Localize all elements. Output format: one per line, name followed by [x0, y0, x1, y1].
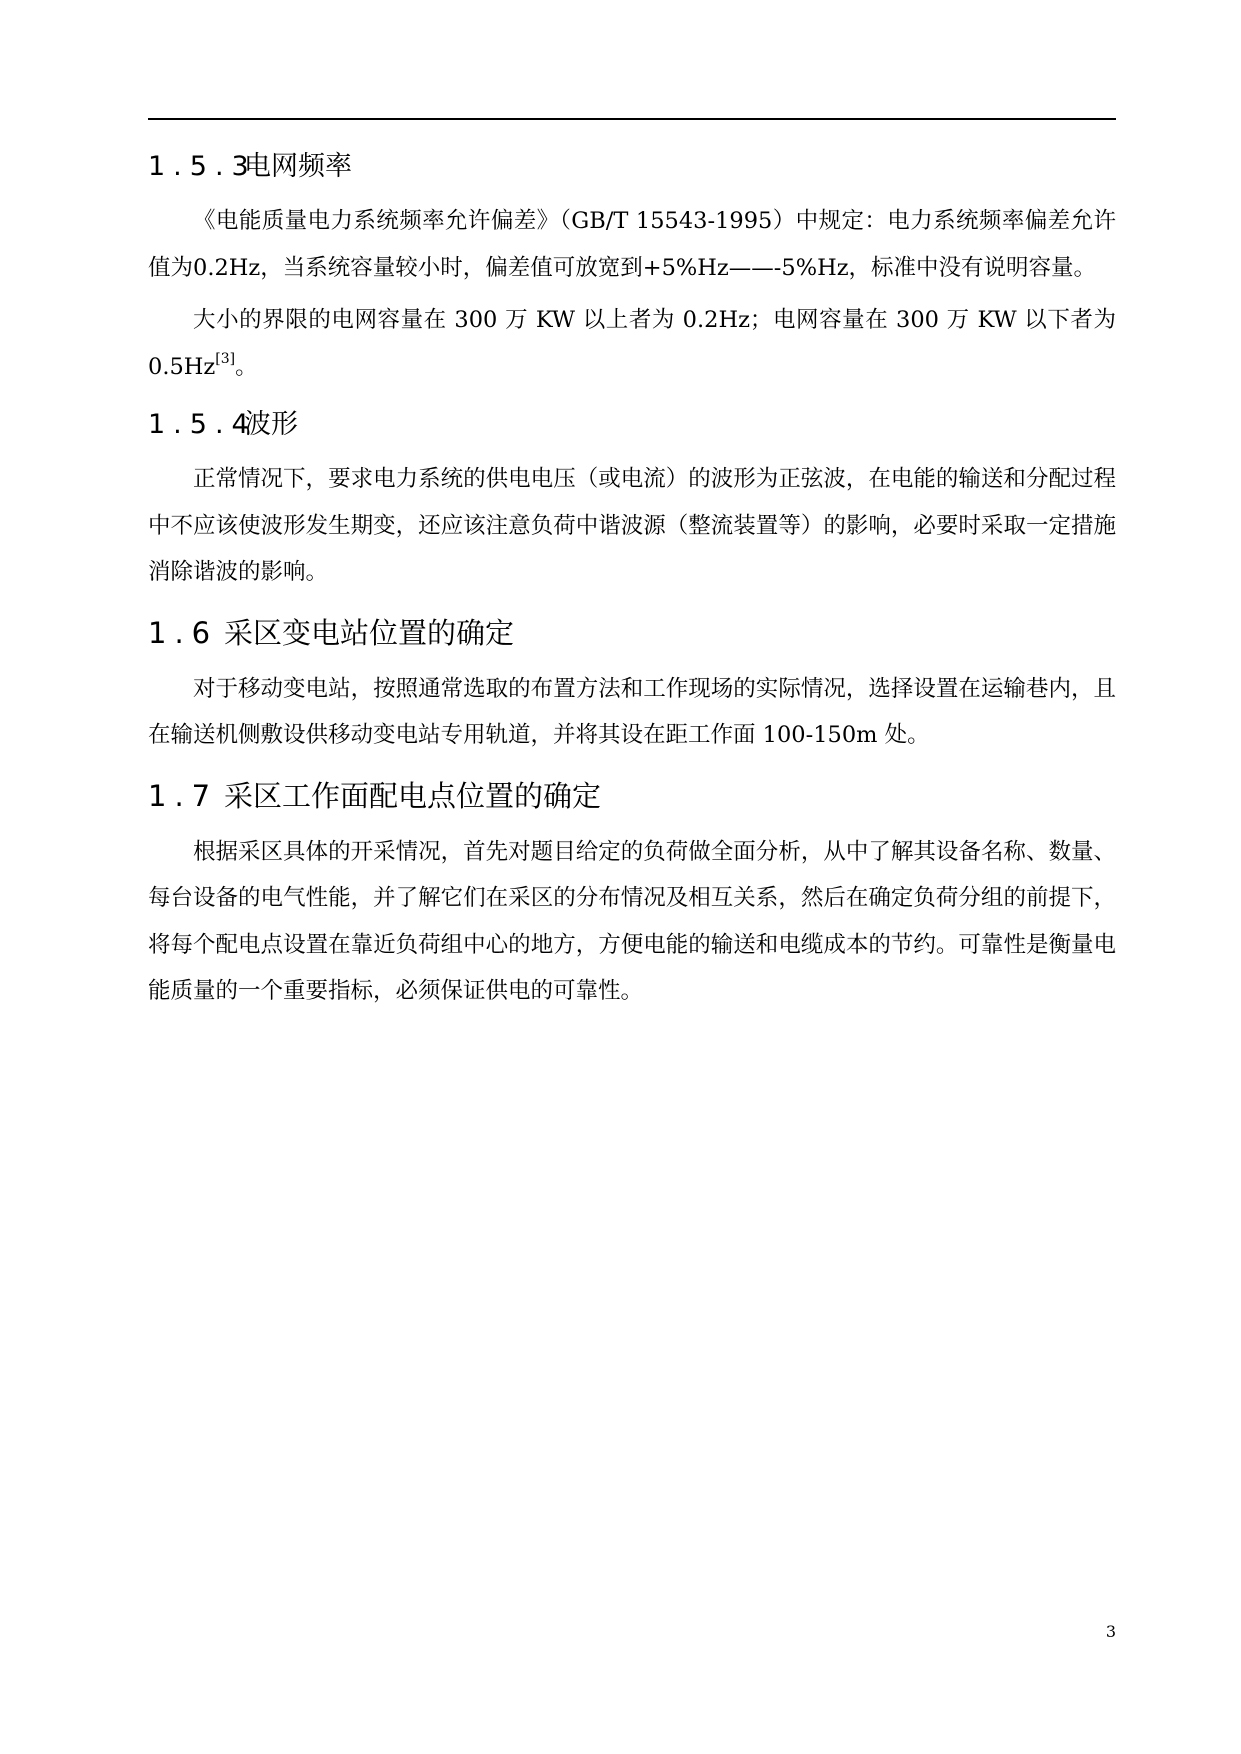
section-heading-1-6: [148, 602, 1116, 664]
section-heading-1-7: [148, 765, 1116, 827]
section-number: 1.6: [148, 615, 219, 650]
paragraph-end: 。: [235, 353, 258, 380]
header-rule: [148, 118, 1116, 120]
paragraph-text: 大小的界限的电网容量在 300 万 KW 以上者为 0.2Hz；电网容量在 300 万 KW 以下者为 0.5Hz: [148, 307, 1116, 380]
section-heading-1-5-4: [148, 396, 1116, 454]
section-title: 采区变电站位置的确定: [224, 615, 515, 650]
paragraph-waveform: 正常情况下，要求电力系统的供电电压（或电流）的波形为正弦波，在电能的输送和分配过程中不应该使波形发生期变，还应该注意负荷中谐波源（整流装置等）的影响，必要时采取一定措施消除谐波的影响。: [148, 466, 1116, 585]
paragraph-frequency-capacity: [148, 297, 1116, 390]
page-content: [148, 138, 1116, 1021]
page-number: 3: [1105, 1622, 1116, 1641]
citation-ref: [3]: [215, 351, 236, 367]
section-number: 1.5.3: [148, 151, 257, 182]
section-title: 采区工作面配电点位置的确定: [224, 778, 602, 813]
section-title: 波形: [244, 409, 298, 440]
paragraph-substation-location: 对于移动变电站，按照通常选取的布置方法和工作现场的实际情况，选择设置在运输巷内，且在输送机侧敷设供移动变电站专用轨道，并将其设在距工作面 100-150m 处。: [148, 675, 1116, 748]
paragraph-distribution-point: 根据采区具体的开采情况，首先对题目给定的负荷做全面分析，从中了解其设备名称、数量、每台设备的电气性能，并了解它们在采区的分布情况及相互关系，然后在确定负荷分组的前提下，将每个配电点设置在靠近负荷组中心的地方，方便电能的输送和电缆成本的节约。可靠性是衡量电能质量的一个重要指标，必须保证供电的可靠性。: [148, 838, 1116, 1004]
section-heading-1-5-3: [148, 138, 1116, 196]
paragraph-frequency-standard: 《电能质量电力系统频率允许偏差》（GB/T 15543-1995）中规定：电力系统频率偏差允许值为0.2Hz，当系统容量较小时，偏差值可放宽到+5%Hz——-5%Hz，标准中没有说明容量。: [148, 208, 1116, 281]
section-number: 1.5.4: [148, 409, 257, 440]
section-title: 电网频率: [244, 151, 352, 182]
section-number: 1.7: [148, 778, 219, 813]
